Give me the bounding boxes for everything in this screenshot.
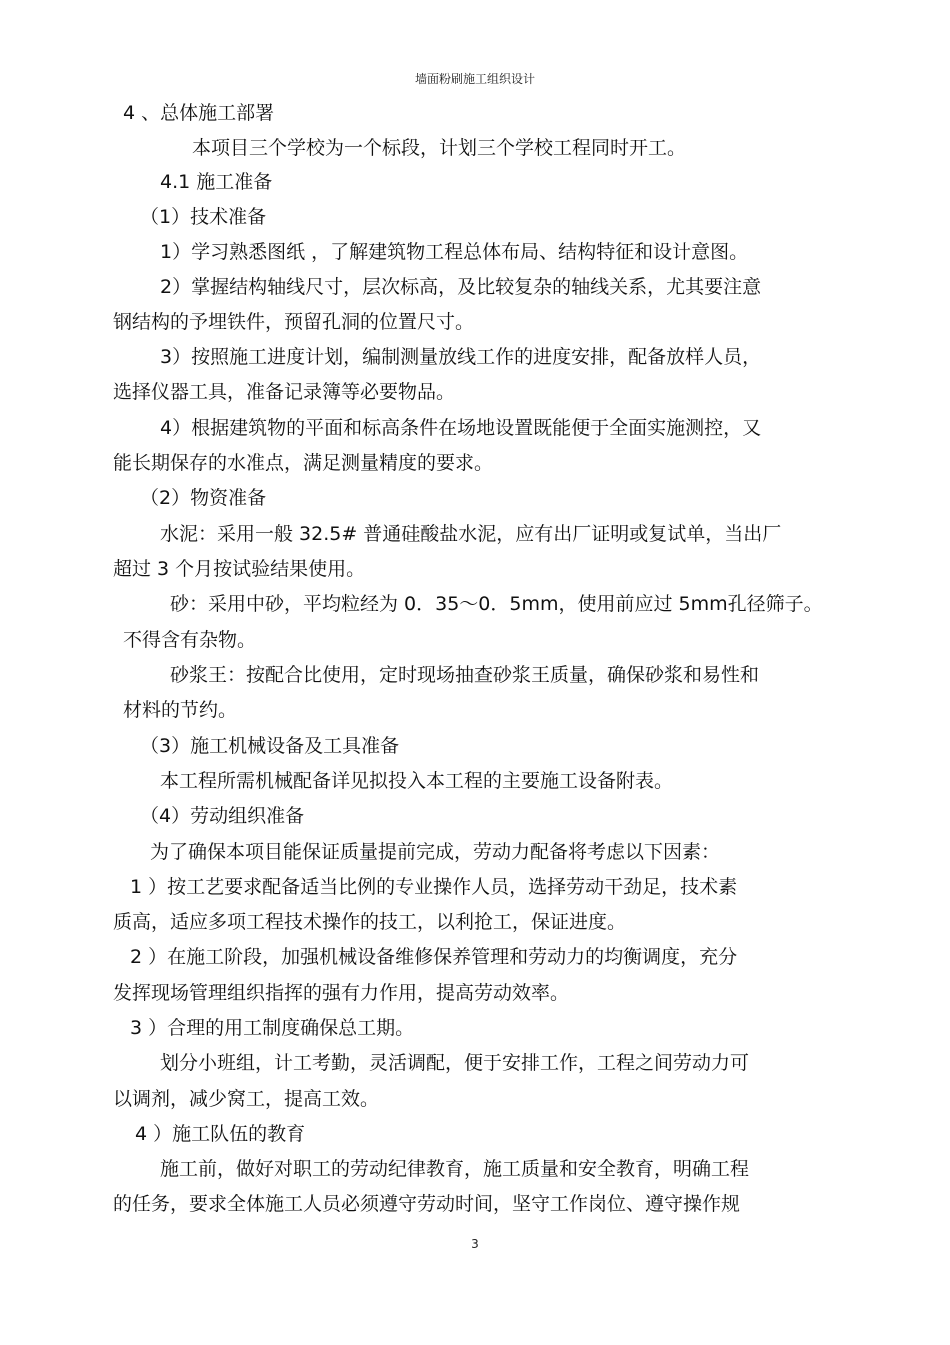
subsection-heading: 4.1 施工准备 <box>160 171 273 193</box>
paragraph-line: 以调剂，减少窝工，提高工效。 <box>113 1088 380 1110</box>
paragraph-line: 1 ）按工艺要求配备适当比例的专业操作人员，选择劳动干劲足，技术素 <box>130 876 738 898</box>
section-heading: 4 、总体施工部署 <box>123 102 275 124</box>
paragraph-line: 划分小班组，计工考勤，灵活调配，便于安排工作，工程之间劳动力可 <box>160 1052 750 1074</box>
paragraph-line: 本工程所需机械配备详见拟投入本工程的主要施工设备附表。 <box>160 770 674 792</box>
paragraph-line: 的任务，要求全体施工人员必须遵守劳动时间，坚守工作岗位、遵守操作规 <box>113 1193 741 1215</box>
paragraph-line: 本项目三个学校为一个标段，计划三个学校工程同时开工。 <box>192 137 687 159</box>
paragraph-line: 选择仪器工具，准备记录簿等必要物品。 <box>113 381 456 403</box>
paragraph-line: 3 ）合理的用工制度确保总工期。 <box>130 1017 415 1039</box>
paragraph-line: 4）根据建筑物的平面和标高条件在场地设置既能便于全面实施测控，又 <box>160 417 762 439</box>
paragraph-line: 砂浆王：按配合比使用，定时现场抽查砂浆王质量，确保砂浆和易性和 <box>170 664 760 686</box>
item-heading: 4 ）施工队伍的教育 <box>135 1123 306 1145</box>
paragraph-line: 材料的节约。 <box>123 699 238 721</box>
paragraph-line: 2）掌握结构轴线尺寸，层次标高，及比较复杂的轴线关系，尤其要注意 <box>160 276 762 298</box>
paragraph-line: 3）按照施工进度计划，编制测量放线工作的进度安排，配备放样人员， <box>160 346 762 368</box>
paragraph-line: 发挥现场管理组织指挥的强有力作用，提高劳动效率。 <box>113 982 570 1004</box>
paragraph-line: 砂：采用中砂，平均粒经为 0．35～0．5mm，使用前应过 5mm孔径筛子。 <box>170 593 823 615</box>
page-header: 墙面粉刷施工组织设计 <box>414 72 535 86</box>
paragraph-line: 1）学习熟悉图纸 ，了解建筑物工程总体布局、结构特征和设计意图。 <box>160 241 749 263</box>
paragraph-line: 钢结构的予埋铁件，预留孔洞的位置尺寸。 <box>113 311 475 333</box>
item-heading: （2）物资准备 <box>140 487 267 509</box>
item-heading: （3）施工机械设备及工具准备 <box>140 735 400 757</box>
paragraph-line: 超过 3 个月按试验结果使用。 <box>113 558 366 580</box>
paragraph-line: 不得含有杂物。 <box>123 629 257 651</box>
paragraph-line: 为了确保本项目能保证质量提前完成，劳动力配备将考虑以下因素： <box>150 841 721 863</box>
page-number: 3 <box>471 1237 479 1251</box>
paragraph-line: 施工前，做好对职工的劳动纪律教育，施工质量和安全教育，明确工程 <box>160 1158 750 1180</box>
paragraph-line: 2 ）在施工阶段，加强机械设备维修保养管理和劳动力的均衡调度，充分 <box>130 946 738 968</box>
paragraph-line: 水泥：采用一般 32.5# 普通硅酸盐水泥，应有出厂证明或复试单，当出厂 <box>160 523 782 545</box>
item-heading: （4）劳动组织准备 <box>140 805 305 827</box>
item-heading: （1）技术准备 <box>140 206 267 228</box>
paragraph-line: 能长期保存的水准点，满足测量精度的要求。 <box>113 452 494 474</box>
paragraph-line: 质高，适应多项工程技术操作的技工，以利抢工，保证进度。 <box>113 911 627 933</box>
